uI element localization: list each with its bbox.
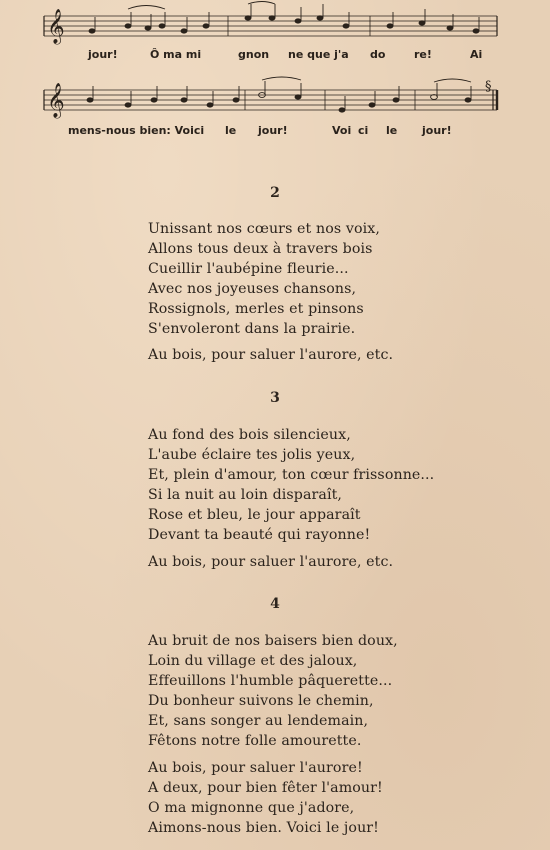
lyric-syllable: Ai [470, 48, 483, 61]
verse-line: Et, plein d'amour, ton cœur frissonne... [148, 467, 435, 483]
refrain-line: Au bois, pour saluer l'aurore! [148, 760, 363, 776]
verse-line: Effeuillons l'humble pâquerette... [148, 673, 393, 689]
verse-stanza [148, 425, 434, 545]
verse-stanza [148, 219, 380, 339]
verse-line: L'aube éclaire tes jolis yeux, [148, 447, 356, 463]
refrain-line: Au bois, pour saluer l'aurore, etc. [148, 347, 394, 363]
verse-line: Et, sans songer au lendemain, [148, 713, 369, 729]
lyric-syllable: Voi [332, 124, 352, 137]
verse-number: 4 [270, 596, 280, 612]
lyric-syllable: le [386, 124, 398, 137]
refrain-line: O ma mignonne que j'adore, [148, 800, 355, 816]
verse-line: Rossignols, merles et pinsons [148, 301, 364, 317]
verse-line: Devant ta beauté qui rayonne! [148, 527, 371, 543]
lyric-syllable: ci [358, 124, 369, 137]
treble-clef-icon: 𝄞 [47, 9, 65, 44]
refrain-line: A deux, pour bien fêter l'amour! [148, 780, 383, 796]
refrain [148, 758, 383, 838]
refrain [148, 552, 393, 572]
refrain [148, 345, 393, 365]
verse-line: S'envoleront dans la prairie. [148, 321, 356, 337]
verse-line: Au bruit de nos baisers bien doux, [148, 633, 398, 649]
verse-number: 2 [270, 185, 280, 201]
segno-icon: § [485, 79, 492, 94]
lyric-syllable: gnon [238, 48, 270, 61]
lyric-syllable: jour! [258, 124, 288, 137]
lyric-syllable: mens-nous bien: Voici [68, 124, 205, 137]
refrain-line: Aimons-nous bien. Voici le jour! [148, 820, 379, 836]
verse-line: Allons tous deux à travers bois [148, 241, 373, 257]
verse-line: Du bonheur suivons le chemin, [148, 693, 374, 709]
verse-stanza [148, 631, 398, 751]
verse-line: Si la nuit au loin disparaît, [148, 487, 342, 503]
verse-line: Cueillir l'aubépine fleurie... [148, 261, 349, 277]
verse-line: Au fond des bois silencieux, [148, 427, 351, 443]
lyric-syllable: re! [414, 48, 432, 61]
verse-line: Loin du village et des jaloux, [148, 653, 358, 669]
lyric-syllable: jour! [422, 124, 452, 137]
treble-clef-icon: 𝄞 [47, 83, 65, 118]
lyric-syllable: le [225, 124, 237, 137]
staff-2 [44, 90, 497, 110]
verse-number: 3 [270, 390, 280, 406]
refrain-line: Au bois, pour saluer l'aurore, etc. [148, 554, 394, 570]
lyric-syllable: jour! [88, 48, 118, 61]
verse-line: Avec nos joyeuses chansons, [148, 281, 357, 297]
lyric-syllable: ne que j'a [288, 48, 349, 61]
lyric-syllable: do [370, 48, 386, 61]
lyric-syllable: Ô ma mi [150, 48, 202, 61]
staff-1-notes [89, 2, 479, 34]
verse-line: Rose et bleu, le jour apparaît [148, 507, 361, 523]
verse-line: Fêtons notre folle amourette. [148, 733, 362, 749]
verse-line: Unissant nos cœurs et nos voix, [148, 221, 380, 237]
